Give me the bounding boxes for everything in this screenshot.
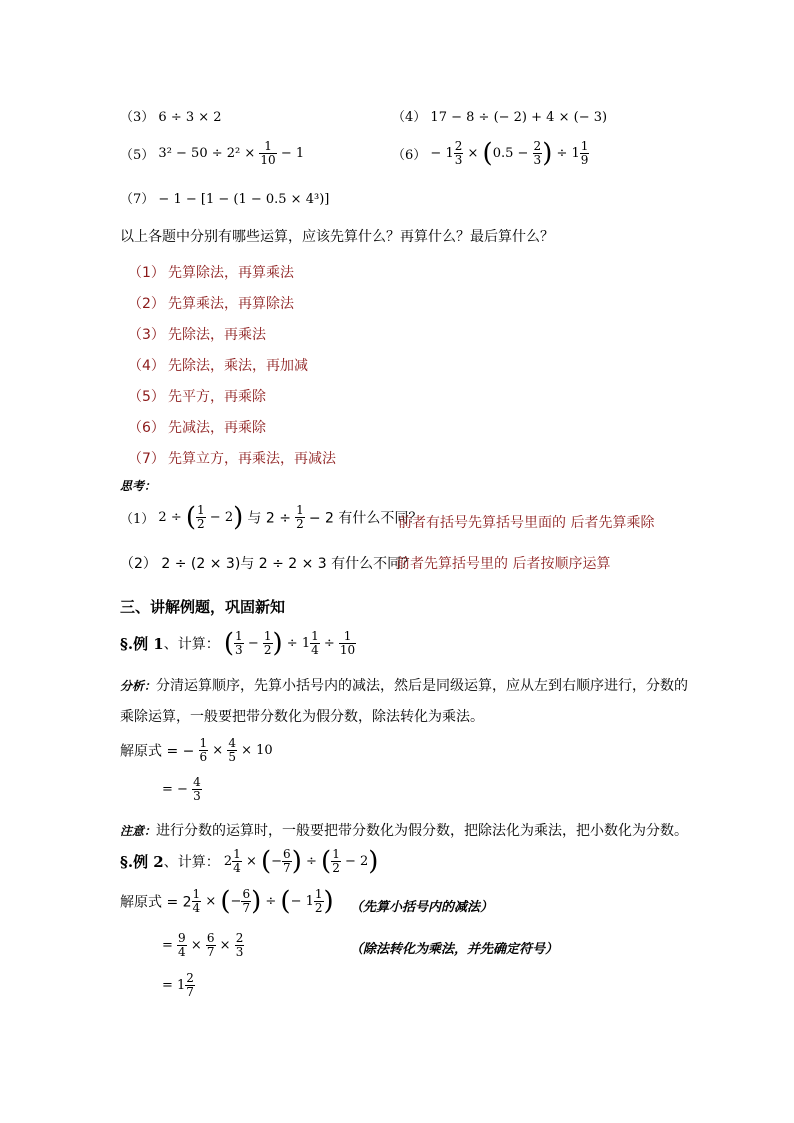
expr-part: × [245, 854, 257, 869]
analysis-text: 分清运算顺序，先算小括号内的减法，然后是同级运算，应从左到右顺序进行，分数的 [156, 678, 689, 694]
answer-number: （2） [128, 296, 165, 312]
expr-part: × [212, 743, 224, 758]
expr-part: − [247, 636, 259, 651]
answer-number: （3） [128, 327, 165, 343]
expr-part: − [271, 854, 283, 869]
expr-part: ÷ [323, 636, 335, 651]
expr-part: × 10 [241, 743, 273, 758]
problem-4 [392, 106, 607, 125]
problem-6 [392, 140, 589, 167]
expr-part: 2 ÷ [158, 510, 182, 525]
paren-open: ( [482, 138, 493, 169]
paren-close: ) [368, 846, 379, 877]
note-text: 进行分数的运算时，一般要把带分数化为假分数，把除法化为乘法，把小数化为分数。 [156, 823, 689, 839]
answer-item [128, 413, 336, 444]
expr-part: − 2 [344, 854, 369, 869]
paren-open: ( [260, 846, 272, 877]
paren-open: ( [220, 886, 231, 917]
paren-close: ) [323, 886, 334, 917]
answers-list [128, 258, 336, 475]
example-label: §.例 2 [120, 853, 164, 871]
solution-2-line-3 [162, 972, 195, 999]
expr-part: 0.5 − [492, 146, 529, 161]
solution-2-line-1 [120, 888, 334, 915]
expr-part: − 1 [290, 894, 314, 909]
fraction: $\frac{1}{3}$ [235, 629, 243, 657]
answer-text: 先减法，再乘除 [168, 420, 266, 436]
answer-text: 先算立方，再乘法，再减法 [168, 451, 336, 467]
analysis-label: 分析： [120, 679, 157, 693]
expr-part: (− 3) [573, 110, 608, 125]
problem-7 [120, 188, 329, 207]
example-2 [120, 848, 378, 875]
fraction: $\frac{6}{7}$ [283, 847, 291, 875]
expr-part: 与 2 ÷ [247, 510, 291, 527]
problem-3 [120, 106, 222, 125]
question-text: 以上各题中分别有哪些运算，应该先算什么？再算什么？最后算什么？ [120, 229, 554, 245]
fraction: $\frac{1}{6}$ [199, 736, 208, 764]
paren-open: ( [223, 628, 235, 659]
think-answer-1: 前者有括号先算括号里面的 后者先算乘除 [398, 515, 655, 531]
expr-part: − 1 [280, 146, 305, 161]
fraction: $\frac{1}{10}$ [339, 629, 356, 657]
expr-part: 3² − 50 ÷ 2² × [158, 146, 256, 161]
fraction: $\frac{6}{7}$ [242, 887, 251, 915]
expr-part: + 4 × [531, 110, 570, 125]
fraction: $\frac{4}{5}$ [228, 736, 236, 764]
expr-part: 17 − 8 ÷ [430, 110, 490, 125]
expr-part: × [190, 938, 202, 953]
problem-label: （4） [392, 110, 427, 125]
item-label: （2） [120, 556, 157, 572]
paren-open: ( [185, 502, 197, 533]
solution-1-line-2 [162, 776, 202, 803]
paren-close: ) [251, 886, 262, 917]
answer-text: 先算除法，再算乘法 [168, 265, 294, 281]
fraction: $\frac{2}{3}$ [235, 931, 244, 959]
paren-close: ) [233, 502, 244, 533]
problem-expression: − 1 − [1 − (1 − 0.5 × 4³)] [158, 192, 330, 207]
analysis-line-2: 乘除运算，一般要把带分数化为假分数，除法转化为乘法。 [120, 709, 484, 725]
think-label: 思考： [120, 479, 157, 493]
answer-item [128, 444, 336, 475]
expr-part: ÷ [265, 894, 277, 909]
think-question-2 [120, 553, 415, 573]
fraction: $\frac{1}{2}$ [332, 847, 340, 875]
section-title: 三、讲解例题，巩固新知 [120, 598, 286, 616]
fraction: $\frac{2}{3}$ [454, 139, 463, 167]
item-label: （1） [120, 512, 155, 527]
fraction: $\frac{1}{2}$ [197, 503, 205, 531]
fraction: $\frac{1}{2}$ [263, 629, 272, 657]
expr-part: − 2 有什么不同？ [308, 510, 423, 527]
expr-part: ÷ 1 [286, 636, 311, 651]
analysis-line-1 [120, 675, 688, 695]
fraction: $\frac{9}{4}$ [178, 931, 186, 959]
note-label: 注意： [120, 824, 157, 838]
expr-part: − 2 [209, 510, 234, 525]
problem-label: （6） [392, 148, 427, 163]
fraction: $\frac{6}{7}$ [206, 931, 215, 959]
answer-number: （4） [128, 358, 165, 374]
answer-text: 先除法，再乘法 [168, 327, 266, 343]
fraction: $\frac{1}{10}$ [260, 139, 276, 167]
problem-label: （5） [120, 148, 155, 163]
solution-label: 解原式 = − [120, 743, 195, 760]
example-calc-label: 、计算： [163, 636, 220, 653]
think-question-1 [120, 504, 422, 531]
fraction: $\frac{2}{7}$ [186, 971, 194, 999]
answer-item [128, 351, 336, 382]
paren-open: ( [280, 886, 291, 917]
think-answer-2: 前者先算括号里的 后者按顺序运算 [396, 556, 611, 572]
fraction: $\frac{1}{4}$ [311, 629, 319, 657]
answer-item [128, 382, 336, 413]
fraction: $\frac{1}{9}$ [580, 139, 589, 167]
expr-part: × [467, 146, 479, 161]
question-text: 2 ÷ (2 × 3)与 2 ÷ 2 × 3 有什么不同？ [161, 556, 416, 572]
problem-5 [120, 140, 304, 167]
expr-part: ÷ [305, 854, 317, 869]
answer-item [128, 289, 336, 320]
problem-label: （3） [120, 110, 155, 125]
fraction: $\frac{2}{3}$ [533, 139, 542, 167]
problem-label: （7） [120, 192, 155, 207]
paren-open: ( [321, 846, 332, 877]
fraction: $\frac{1}{4}$ [233, 847, 241, 875]
expr-part: ÷ 1 [556, 146, 580, 161]
answer-text: 先除法，乘法，再加减 [168, 358, 308, 374]
solution-label: 解原式 = 2 [120, 894, 192, 911]
answer-text: 先平方，再乘除 [168, 389, 266, 405]
paren-close: ) [272, 628, 283, 659]
fraction: $\frac{1}{2}$ [296, 503, 304, 531]
answer-item [128, 258, 336, 289]
example-calc-label: 、计算： [163, 854, 220, 871]
note-line [120, 820, 688, 840]
answer-number: （1） [128, 265, 165, 281]
fraction: $\frac{1}{2}$ [314, 887, 323, 915]
answer-number: （7） [128, 451, 165, 467]
answer-number: （5） [128, 389, 165, 405]
expr-part: (− 2) [493, 110, 528, 125]
expr-part: 2 [223, 854, 233, 869]
answer-item [128, 320, 336, 351]
expr-part: = 1 [162, 978, 186, 993]
expr-part: − [230, 894, 242, 909]
problem-expression: 6 ÷ 3 × 2 [158, 110, 222, 125]
answer-text: 先算乘法，再算除法 [168, 296, 294, 312]
expr-part: − 1 [430, 146, 454, 161]
paren-close: ) [542, 138, 553, 169]
solution-2-line-2 [162, 932, 244, 959]
expr-part: × [219, 938, 231, 953]
solution-2-note-2: （除法转化为乘法，并先确定符号） [350, 942, 559, 957]
example-1 [120, 630, 356, 657]
fraction: $\frac{1}{4}$ [192, 887, 201, 915]
solution-2-note-1: （先算小括号内的减法） [350, 900, 494, 915]
expr-part: = − [162, 782, 188, 797]
solution-1-line-1 [120, 737, 273, 764]
expr-part: × [205, 894, 217, 909]
example-label: §.例 1 [120, 635, 164, 653]
expr-part: = [162, 938, 173, 953]
answer-number: （6） [128, 420, 165, 436]
fraction: $\frac{4}{3}$ [193, 775, 201, 803]
paren-close: ) [291, 846, 302, 877]
